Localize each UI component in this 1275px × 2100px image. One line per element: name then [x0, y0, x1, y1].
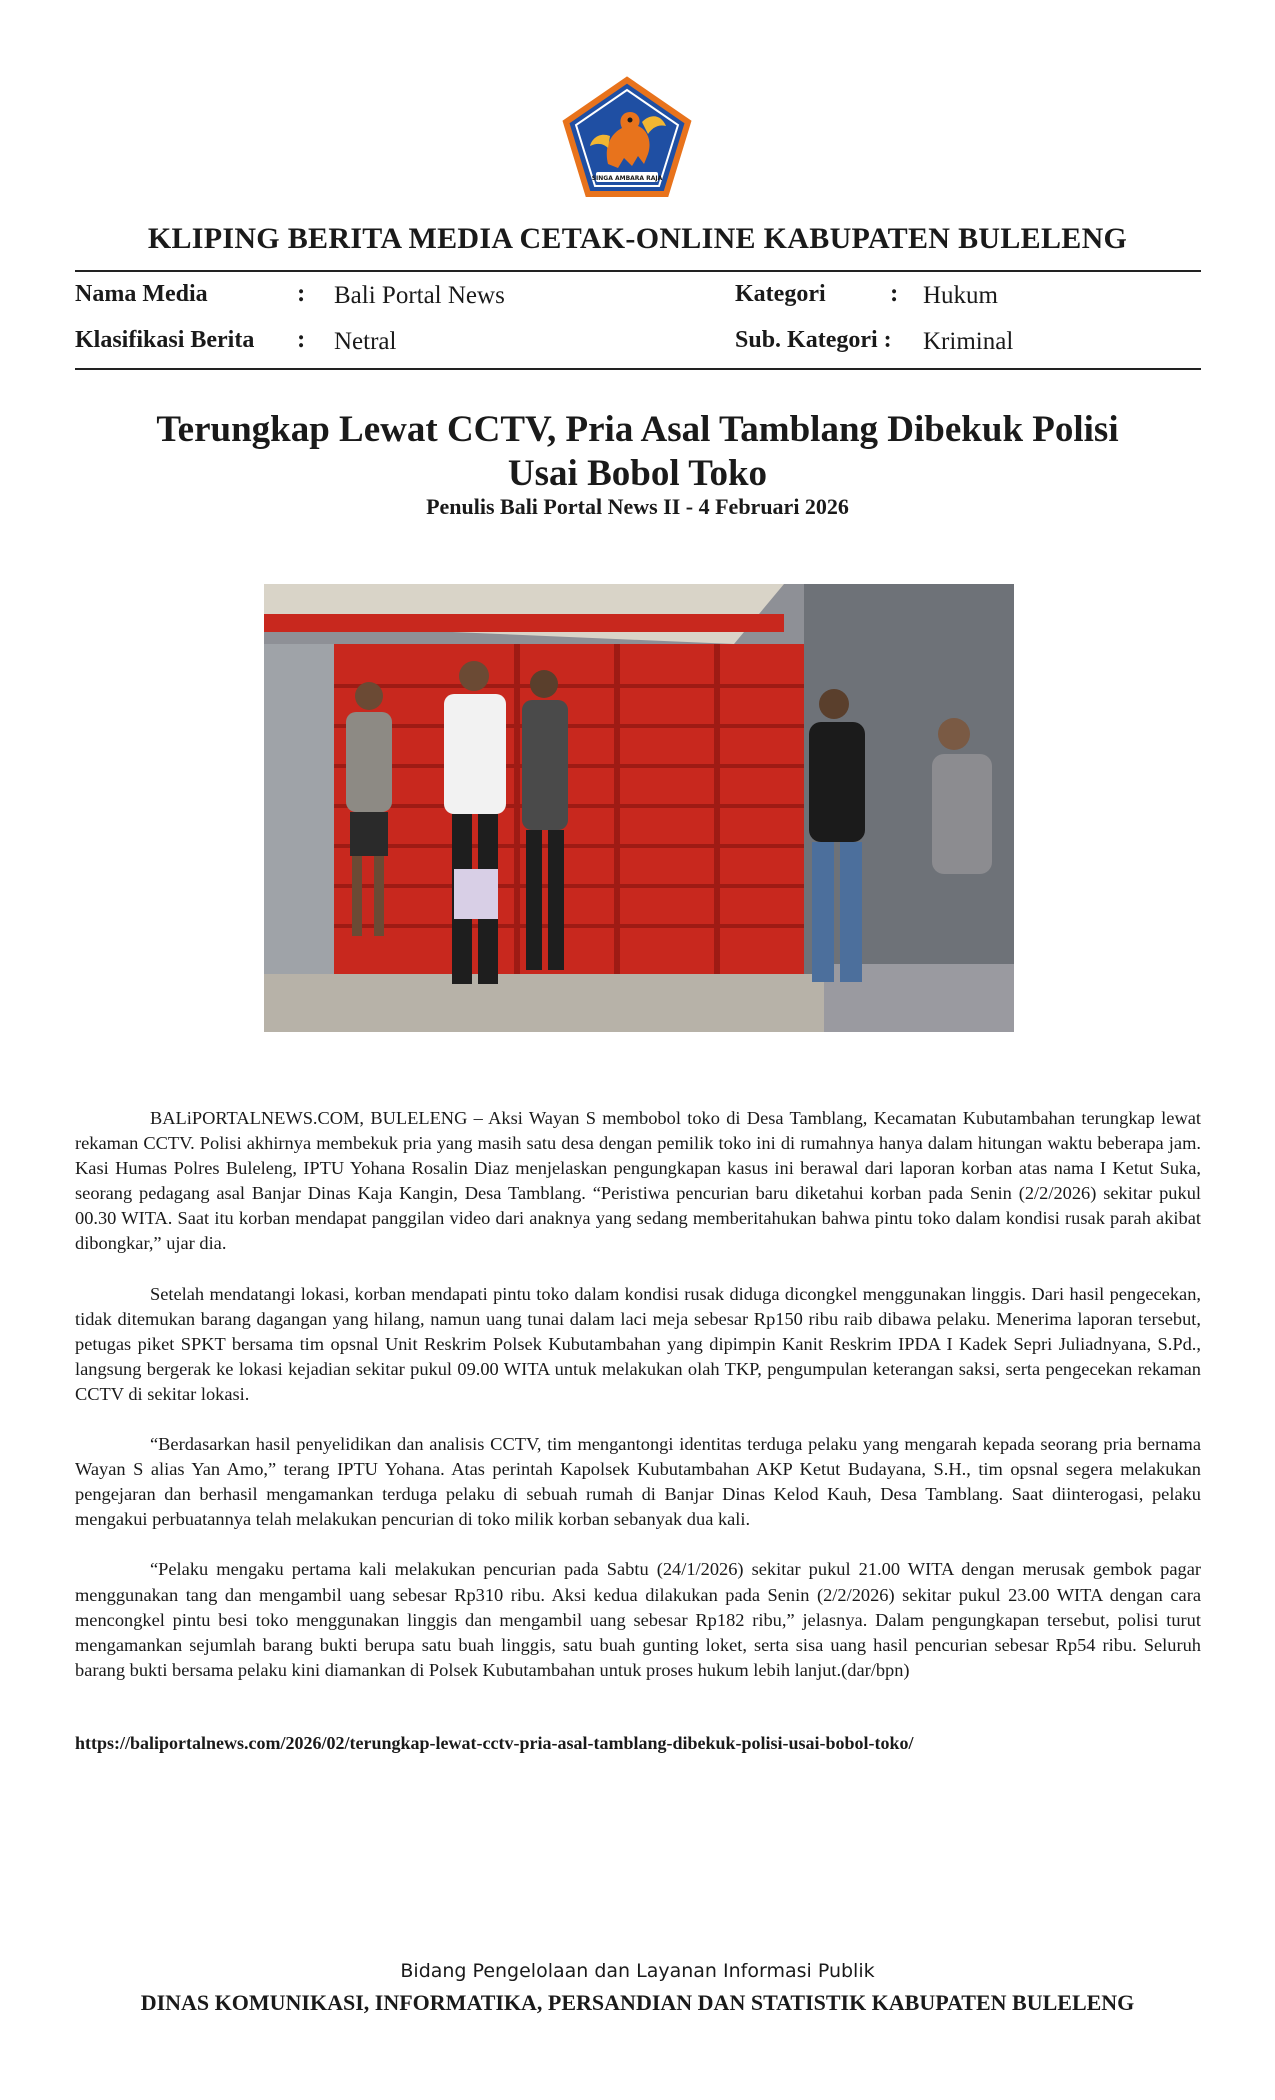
article-paragraph: “Pelaku mengaku pertama kali melakukan pencurian pada Sabtu (24/1/2026) sekitar pukul 21.00 WITA dengan merusak gembok pagar menggunakan tang dan mengambil uang sebesar Rp310 ribu. Aksi kedua dilakukan pada Senin (2/2/2026) sekitar pukul 23.00 WITA dengan cara mencongkel pintu besi toko menggunakan linggis dan mengambil uang sebesar Rp182 ribu,” jelasnya. Dalam pengungkapan tersebut, polisi turut mengamankan sejumlah barang bukti berupa satu buah linggis, satu buah gunting loket, serta sisa uang hasil pencurian sebesar Rp54 ribu. Seluruh barang bukti bersama pelaku kini diamankan di Polsek Kubutambahan untuk proses hukum lebih lanjut.(dar/bpn): [75, 1559, 1201, 1680]
footer-division: Bidang Pengelolaan dan Layanan Informasi Publik: [400, 1960, 875, 1982]
header-rule-top: [75, 270, 1201, 272]
source-url-link[interactable]: https://baliportalnews.com/2026/02/terungkap-lewat-cctv-pria-asal-tamblang-dibekuk-polisi-usai-bobol-toko/: [75, 1733, 914, 1753]
article-title-line-2: Usai Bobol Toko: [507, 453, 768, 494]
article-title: [0, 408, 1275, 496]
article-byline: Penulis Bali Portal News II - 4 Februari 2026: [426, 494, 849, 519]
category-row: [735, 280, 826, 308]
clipping-header-title: KLIPING BERITA MEDIA CETAK-ONLINE KABUPATEN BULELENG: [147, 222, 1128, 255]
article-title-line-1: Terungkap Lewat CCTV, Pria Asal Tamblang Dibekuk Polisi: [156, 409, 1119, 450]
article-paragraph: “Berdasarkan hasil penyelidikan dan analisis CCTV, tim mengantongi identitas terduga pelaku yang mengarah kepada seorang pria bernama Wayan S alias Yan Amo,” terang IPTU Yohana. Atas perintah Kapolsek Kubutambahan AKP Ketut Budayana, S.H., tim opsnal segera melakukan pengejaran dan berhasil mengamankan terduga pelaku di sebuah rumah di Banjar Dinas Kelod Kauh, Desa Tamblang. Saat diinterogasi, pelaku mengakui perbuatannya telah melakukan pencurian di toko milik korban sebanyak dua kali.: [75, 1434, 1201, 1530]
article-paragraph: BALiPORTALNEWS.COM, BULELENG – Aksi Wayan S membobol toko di Desa Tamblang, Kecamatan Kubutambahan terungkap lewat rekaman CCTV. Polisi akhirnya membekuk pria yang masih satu desa dengan pemilik toko ini di rumahnya hanya dalam hitungan waktu beberapa jam. Kasi Humas Polres Buleleng, IPTU Yohana Rosalin Diaz menjelaskan pengungkapan kasus ini berawal dari laporan korban atas nama I Ketut Suka, seorang pedagang asal Banjar Dinas Kaja Kangin, Desa Tamblang. “Peristiwa pencurian baru diketahui korban pada Senin (2/2/2026) sekitar pukul 00.30 WITA. Saat itu korban mendapat panggilan video dari anaknya yang sedang memberitahukan bahwa pintu toko dalam kondisi rusak parah akibat dibongkar,” ujar dia.: [75, 1108, 1201, 1254]
classification-label: Klasifikasi Berita: [75, 327, 255, 353]
classification-colon: :: [297, 326, 306, 353]
subcategory-value: Kriminal: [923, 328, 1014, 355]
header-rule-bottom: [75, 368, 1201, 370]
media-name-row: [75, 280, 208, 308]
media-name-label: Nama Media: [75, 281, 208, 307]
media-name-value: Bali Portal News: [334, 282, 505, 309]
subcategory-label: Sub. Kategori :: [735, 327, 892, 353]
media-name-colon: :: [297, 280, 306, 307]
category-value: Hukum: [923, 282, 998, 309]
emblem-motto: SINGA AMBARA RAJA: [591, 175, 663, 182]
classification-row: [75, 326, 254, 354]
category-label: Kategori: [735, 281, 826, 307]
footer-agency: DINAS KOMUNIKASI, INFORMATIKA, PERSANDIAN DAN STATISTIK KABUPATEN BULELENG: [140, 1990, 1135, 2015]
category-colon: :: [890, 280, 899, 307]
classification-value: Netral: [334, 328, 397, 355]
subcategory-row: [735, 326, 892, 354]
article-paragraph: Setelah mendatangi lokasi, korban mendapati pintu toko dalam kondisi rusak diduga dicongkel menggunakan linggis. Dari hasil pengecekan, tidak ditemukan barang dagangan yang hilang, namun uang tunai dalam laci meja sebesar Rp150 ribu raib dibawa pelaku. Menerima laporan tersebut, petugas piket SPKT bersama tim opsnal Unit Reskrim Polsek Kubutambahan yang dipimpin Kanit Reskrim IPDA I Kadek Sepri Juliadnyana, S.Pd., langsung bergerak ke lokasi kejadian sekitar pukul 09.00 WITA untuk melakukan olah TKP, pengumpulan keterangan saksi, serta pengecekan rekaman CCTV di sekitar lokasi.: [75, 1283, 1201, 1404]
article-body: [75, 1106, 1201, 1708]
article-photo: [264, 584, 1014, 1032]
regency-emblem: [560, 76, 694, 200]
